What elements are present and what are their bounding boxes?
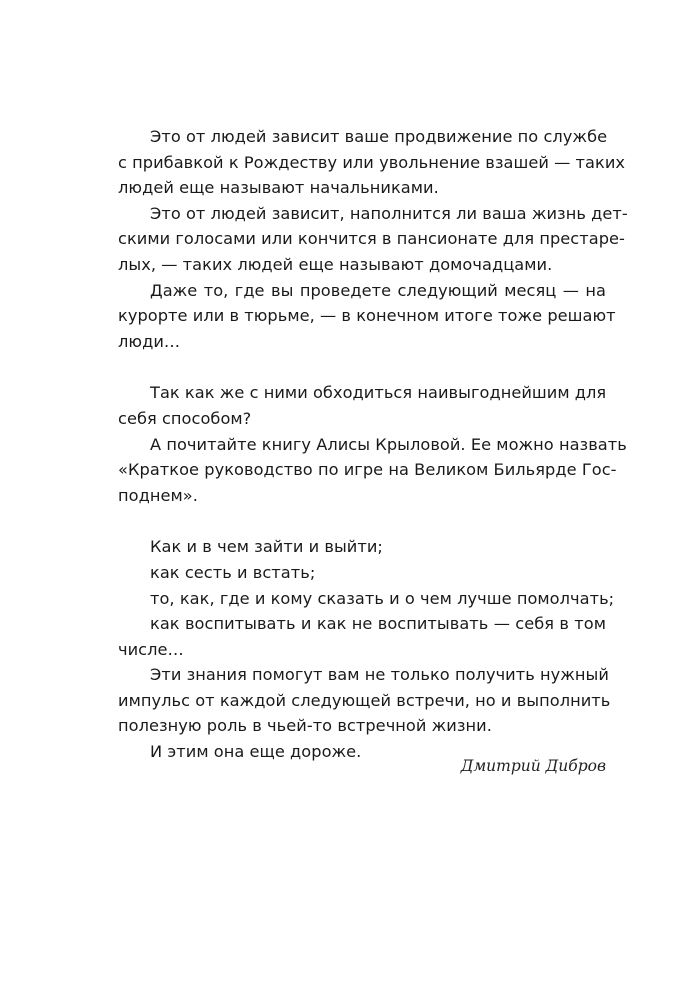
paragraph bbox=[118, 432, 627, 509]
paragraph bbox=[118, 278, 616, 355]
text-line: людей еще называют начальниками. bbox=[118, 178, 439, 198]
text-line: с прибавкой к Рождеству или увольнение взашей — таких bbox=[118, 152, 626, 172]
paragraph bbox=[118, 611, 606, 662]
text-body bbox=[118, 124, 628, 765]
paragraph bbox=[118, 586, 615, 612]
text-line: А почитайте книгу Алисы Крыловой. Ее можно назвать bbox=[150, 434, 627, 454]
text-line: импульс от каждой следующей встречи, но и выполнить bbox=[118, 690, 611, 710]
text-line: числе… bbox=[118, 639, 184, 659]
text-line: Эти знания помогут вам не только получить нужный bbox=[150, 665, 609, 685]
paragraph bbox=[118, 380, 606, 431]
paragraph bbox=[118, 534, 606, 560]
text-line: курорте или в тюрьме, — в конечном итоге тоже решают bbox=[118, 306, 616, 326]
paragraph bbox=[118, 201, 628, 278]
paragraph bbox=[118, 662, 611, 739]
paragraph bbox=[118, 560, 606, 586]
text-line: люди… bbox=[118, 331, 181, 351]
section-gap bbox=[118, 354, 606, 380]
text-line: скими голосами или кончится в пансионате для престаре- bbox=[118, 229, 625, 249]
text-line: лых, — таких людей еще называют домочадцами. bbox=[118, 254, 553, 274]
author-signature: Дмитрий Дибров bbox=[460, 757, 606, 775]
text-line: как сесть и встать; bbox=[150, 562, 316, 582]
text-line: «Краткое руководство по игре на Великом Бильярде Гос- bbox=[118, 460, 617, 480]
text-line: себя способом? bbox=[118, 408, 252, 428]
text-line: полезную роль в чьей-то встречной жизни. bbox=[118, 716, 492, 736]
text-line: Это от людей зависит, наполнится ли ваша жизнь дет- bbox=[150, 203, 628, 223]
text-line: поднем». bbox=[118, 485, 198, 505]
text-line: Даже то, где вы проведете следующий месяц — на bbox=[150, 280, 606, 300]
section-gap bbox=[118, 508, 606, 534]
text-line: Это от людей зависит ваше продвижение по службе bbox=[150, 127, 608, 146]
text-line: то, как, где и кому сказать и о чем лучше помолчать; bbox=[150, 588, 615, 608]
text-line: как воспитывать и как не воспитывать — себя в том bbox=[150, 614, 606, 634]
text-line: И этим она еще дороже. bbox=[150, 742, 362, 762]
text-line: Так как же с ними обходиться наивыгоднейшим для bbox=[150, 383, 607, 403]
text-line: Как и в чем зайти и выйти; bbox=[150, 537, 383, 557]
paragraph bbox=[118, 124, 626, 201]
